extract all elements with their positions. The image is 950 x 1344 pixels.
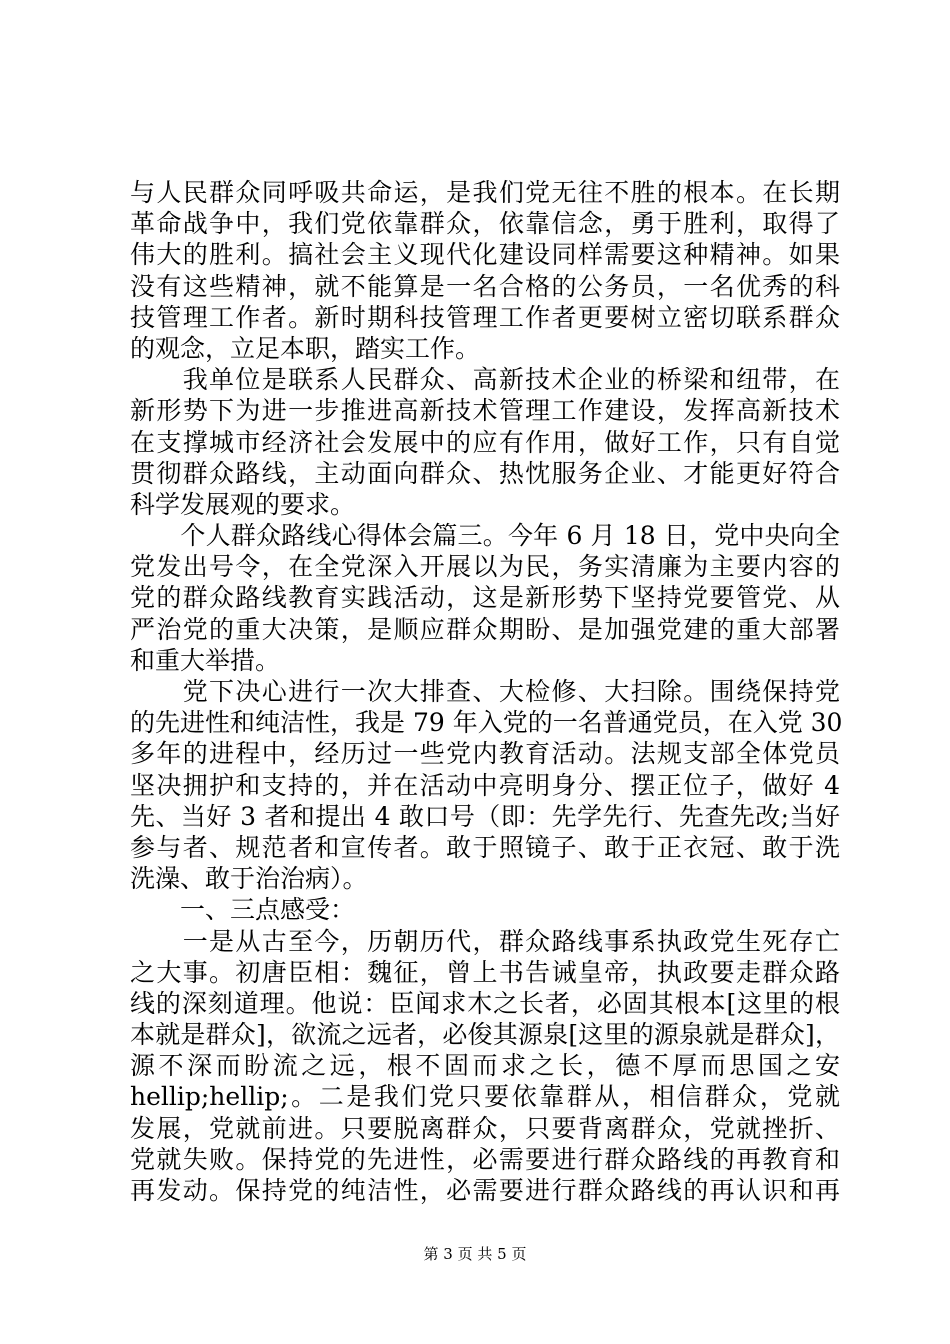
text-line: hellip;hellip;。二是我们党只要依靠群从，相信群众，党就: [130, 1082, 840, 1112]
text-line: 党下决心进行一次大排查、大检修、大扫除。围绕保持党: [130, 677, 840, 706]
text-line: 严治党的重大决策，是顺应群众期盼、是加强党建的重大部署: [130, 614, 840, 644]
text-line: 多年的进程中，经历过一些党内教育活动。法规支部全体党员: [130, 739, 840, 769]
text-line: 参与者、规范者和宣传者。敢于照镜子、敢于正衣冠、敢于洗: [130, 832, 840, 862]
page-number-footer: 第 3 页 共 5 页: [423, 1245, 527, 1263]
text-line: 源不深而盼流之远，根不固而求之长，德不厚而思国之安: [130, 1051, 840, 1081]
text-line: 的观念，立足本职，踏实工作。: [130, 333, 481, 363]
text-line: 新形势下为进一步推进高新技术管理工作建设，发挥高新技术: [130, 396, 840, 426]
text-line: 和重大举措。: [130, 645, 281, 675]
text-line: 党发出号令，在全党深入开展以为民，务实清廉为主要内容的: [130, 552, 840, 582]
text-line: 党的群众路线教育实践活动，这是新形势下坚持党要管党、从: [130, 583, 840, 613]
text-line: 个人群众路线心得体会篇三。今年 6 月 18 日，党中央向全: [130, 521, 840, 551]
text-line: 革命战争中，我们党依靠群众，依靠信念，勇于胜利，取得了: [130, 209, 840, 239]
text-line: 一、三点感受：: [130, 895, 356, 925]
text-line: 洗澡、敢于治治病）。: [130, 864, 368, 894]
text-line: 与人民群众同呼吸共命运，是我们党无往不胜的根本。在长期: [130, 178, 840, 207]
text-line: 再发动。保持党的纯洁性，必需要进行群众路线的再认识和再: [130, 1176, 840, 1205]
text-line: 党就失败。保持党的先进性，必需要进行群众路线的再教育和: [130, 1144, 840, 1174]
text-line: 技管理工作者。新时期科技管理工作者更要树立密切联系群众: [130, 302, 840, 332]
text-line: 的先进性和纯洁性，我是 79 年入党的一名普通党员，在入党 30: [130, 708, 843, 738]
text-line: 坚决拥护和支持的，并在活动中亮明身分、摆正位子，做好 4: [130, 770, 840, 800]
text-line: 我单位是联系人民群众、高新技术企业的桥梁和纽带，在: [130, 365, 840, 395]
text-line: 线的深刻道理。他说：臣闻求木之长者，必固其根本[这里的根: [130, 988, 840, 1018]
text-line: 本就是群众]，欲流之远者，必俊其源泉[这里的源泉就是群众]，: [130, 1020, 840, 1050]
text-line: 伟大的胜利。搞社会主义现代化建设同样需要这种精神。如果: [130, 240, 840, 270]
text-line: 科学发展观的要求。: [130, 489, 356, 519]
text-line: 之大事。初唐臣相：魏征，曾上书告诫皇帝，执政要走群众路: [130, 957, 840, 987]
text-line: 发展，党就前进。只要脱离群众，只要背离群众，党就挫折、: [130, 1113, 840, 1143]
text-line: 没有这些精神，就不能算是一名合格的公务员，一名优秀的科: [130, 271, 840, 301]
text-line: 先、当好 3 者和提出 4 敢口号（即：先学先行、先查先改;当好: [130, 801, 840, 831]
text-line: 一是从古至今，历朝历代，群众路线事系执政党生死存亡: [130, 926, 840, 956]
text-line: 在支撑城市经济社会发展中的应有作用，做好工作，只有自觉: [130, 427, 840, 457]
text-line: 贯彻群众路线，主动面向群众、热忱服务企业、才能更好符合: [130, 458, 840, 488]
document-body: [130, 177, 843, 1206]
